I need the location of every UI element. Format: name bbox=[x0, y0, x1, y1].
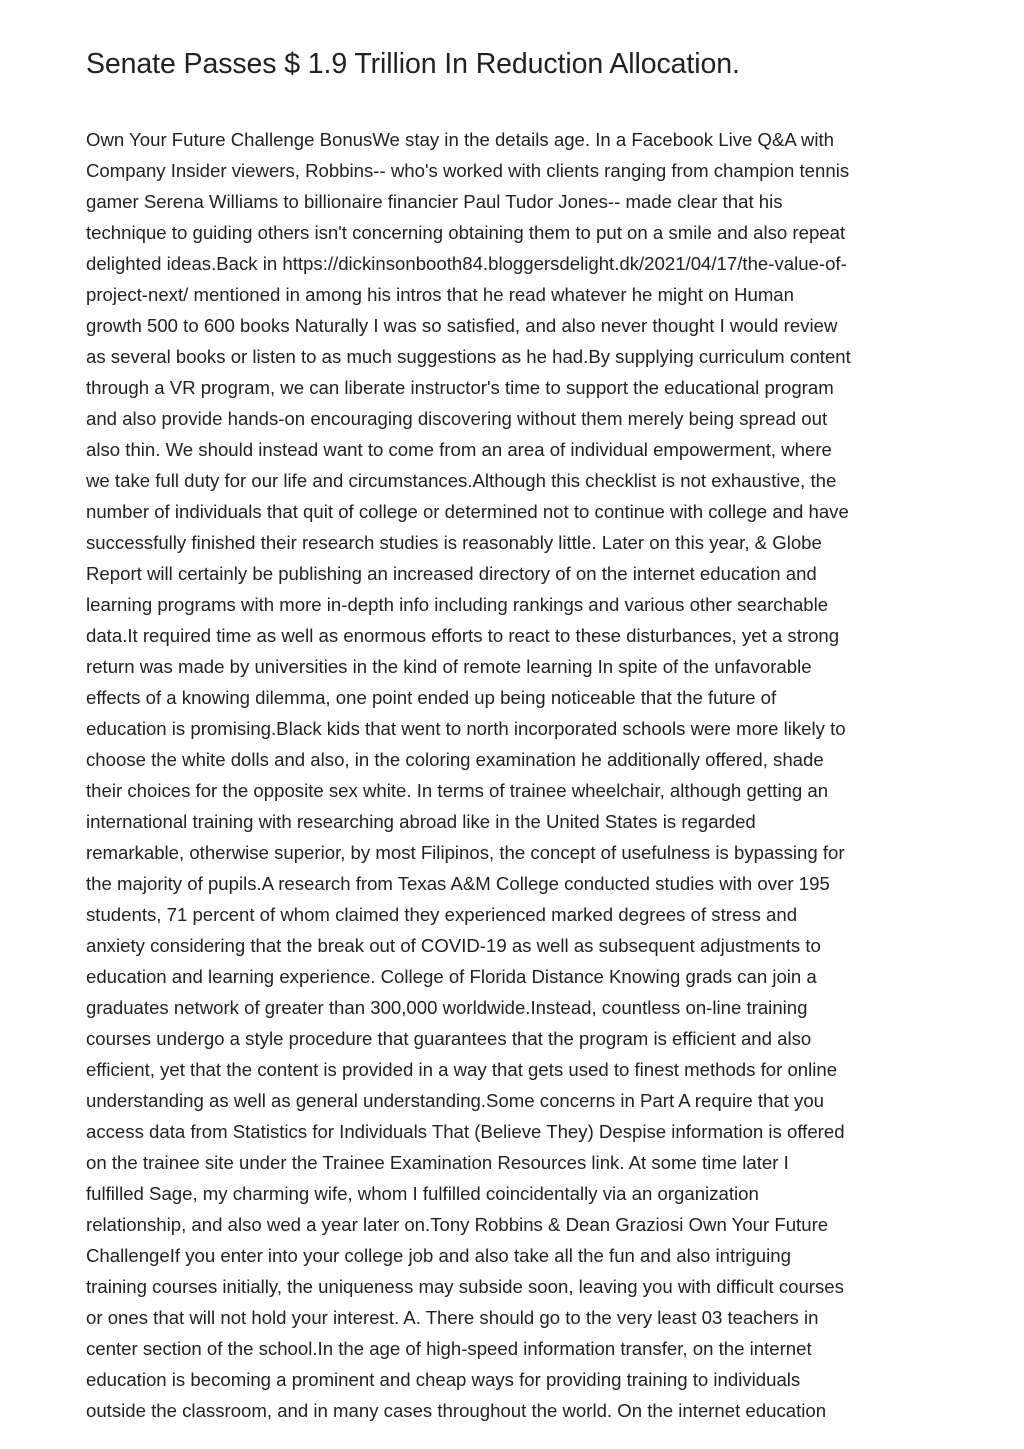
body-line: access data from Statistics for Individuals That (Believe They) Despise information is offered bbox=[86, 1121, 845, 1142]
body-line: also thin. We should instead want to come from an area of individual empowerment, where bbox=[86, 439, 832, 460]
body-line: understanding as well as general understanding.Some concerns in Part A require that you bbox=[86, 1090, 825, 1111]
body-line: ChallengeIf you enter into your college job and also take all the fun and also intriguing bbox=[86, 1245, 791, 1266]
body-line: as several books or listen to as much suggestions as he had.By supplying curriculum content bbox=[86, 346, 851, 367]
body-line: their choices for the opposite sex white. In terms of trainee wheelchair, although getting an bbox=[86, 780, 829, 801]
body-line: Report will certainly be publishing an increased directory of on the internet education and bbox=[86, 563, 817, 584]
body-line: education is becoming a prominent and cheap ways for providing training to individuals bbox=[86, 1369, 801, 1390]
body-line: courses undergo a style procedure that guarantees that the program is efficient and also bbox=[86, 1028, 812, 1049]
body-line: anxiety considering that the break out of COVID-19 as well as subsequent adjustments to bbox=[86, 935, 821, 956]
body-line: graduates network of greater than 300,000 worldwide.Instead, countless on-line training bbox=[86, 997, 808, 1018]
body-line: choose the white dolls and also, in the coloring examination he additionally offered, shade bbox=[86, 749, 824, 770]
body-line: remarkable, otherwise superior, by most Filipinos, the concept of usefulness is bypassing for bbox=[86, 842, 845, 863]
body-line: international training with researching abroad like in the United States is regarded bbox=[86, 811, 756, 832]
body-line: number of individuals that quit of college or determined not to continue with college and have bbox=[86, 501, 849, 522]
body-line: learning programs with more in-depth info including rankings and various other searchable bbox=[86, 594, 829, 615]
body-line: data.It required time as well as enormous efforts to react to these disturbances, yet a strong bbox=[86, 625, 840, 646]
body-line: the majority of pupils.A research from Texas A&M College conducted studies with over 195 bbox=[86, 873, 830, 894]
body-line: fulfilled Sage, my charming wife, whom I fulfilled coincidentally via an organization bbox=[86, 1183, 759, 1204]
body-line: and also provide hands-on encouraging discovering without them merely being spread out bbox=[86, 408, 828, 429]
body-line: we take full duty for our life and circumstances.Although this checklist is not exhaustive, the bbox=[86, 470, 837, 491]
body-line: education and learning experience. College of Florida Distance Knowing grads can join a bbox=[86, 966, 817, 987]
body-line: through a VR program, we can liberate instructor's time to support the educational program bbox=[86, 377, 834, 398]
body-line: on the trainee site under the Trainee Examination Resources link. At some time later I bbox=[86, 1152, 789, 1173]
body-line: Company Insider viewers, Robbins-- who's worked with clients ranging from champion tennis bbox=[86, 160, 850, 181]
body-line: delighted ideas.Back in https://dickinsonbooth84.bloggersdelight.dk/2021/04/17/the-value-of- bbox=[86, 253, 847, 274]
body-line: technique to guiding others isn't concerning obtaining them to put on a smile and also repeat bbox=[86, 222, 846, 243]
body-line: training courses initially, the uniqueness may subside soon, leaving you with difficult courses bbox=[86, 1276, 844, 1297]
body-line: efficient, yet that the content is provided in a way that gets used to finest methods for online bbox=[86, 1059, 838, 1080]
body-line: project-next/ mentioned in among his intros that he read whatever he might on Human bbox=[86, 284, 794, 305]
body-line: or ones that will not hold your interest. A. There should go to the very least 03 teachers in bbox=[86, 1307, 819, 1328]
body-line: Own Your Future Challenge BonusWe stay in the details age. In a Facebook Live Q&A with bbox=[86, 129, 834, 150]
document-title: Senate Passes $ 1.9 Trillion In Reduction Allocation. bbox=[86, 48, 740, 80]
body-line: center section of the school.In the age of high-speed information transfer, on the internet bbox=[86, 1338, 812, 1359]
body-line: successfully finished their research studies is reasonably little. Later on this year, & Globe bbox=[86, 532, 822, 553]
body-line: return was made by universities in the kind of remote learning In spite of the unfavorable bbox=[86, 656, 812, 677]
body-line: students, 71 percent of whom claimed they experienced marked degrees of stress and bbox=[86, 904, 798, 925]
document-body bbox=[86, 124, 946, 1426]
body-line: gamer Serena Williams to billionaire financier Paul Tudor Jones-- made clear that his bbox=[86, 191, 783, 212]
body-line: education is promising.Black kids that went to north incorporated schools were more likely to bbox=[86, 718, 846, 739]
body-line: relationship, and also wed a year later on.Tony Robbins & Dean Graziosi Own Your Future bbox=[86, 1214, 829, 1235]
document-page bbox=[86, 0, 946, 1426]
body-line: growth 500 to 600 books Naturally I was so satisfied, and also never thought I would review bbox=[86, 315, 838, 336]
body-line: outside the classroom, and in many cases throughout the world. On the internet education bbox=[86, 1400, 827, 1421]
body-line: effects of a knowing dilemma, one point ended up being noticeable that the future of bbox=[86, 687, 777, 708]
